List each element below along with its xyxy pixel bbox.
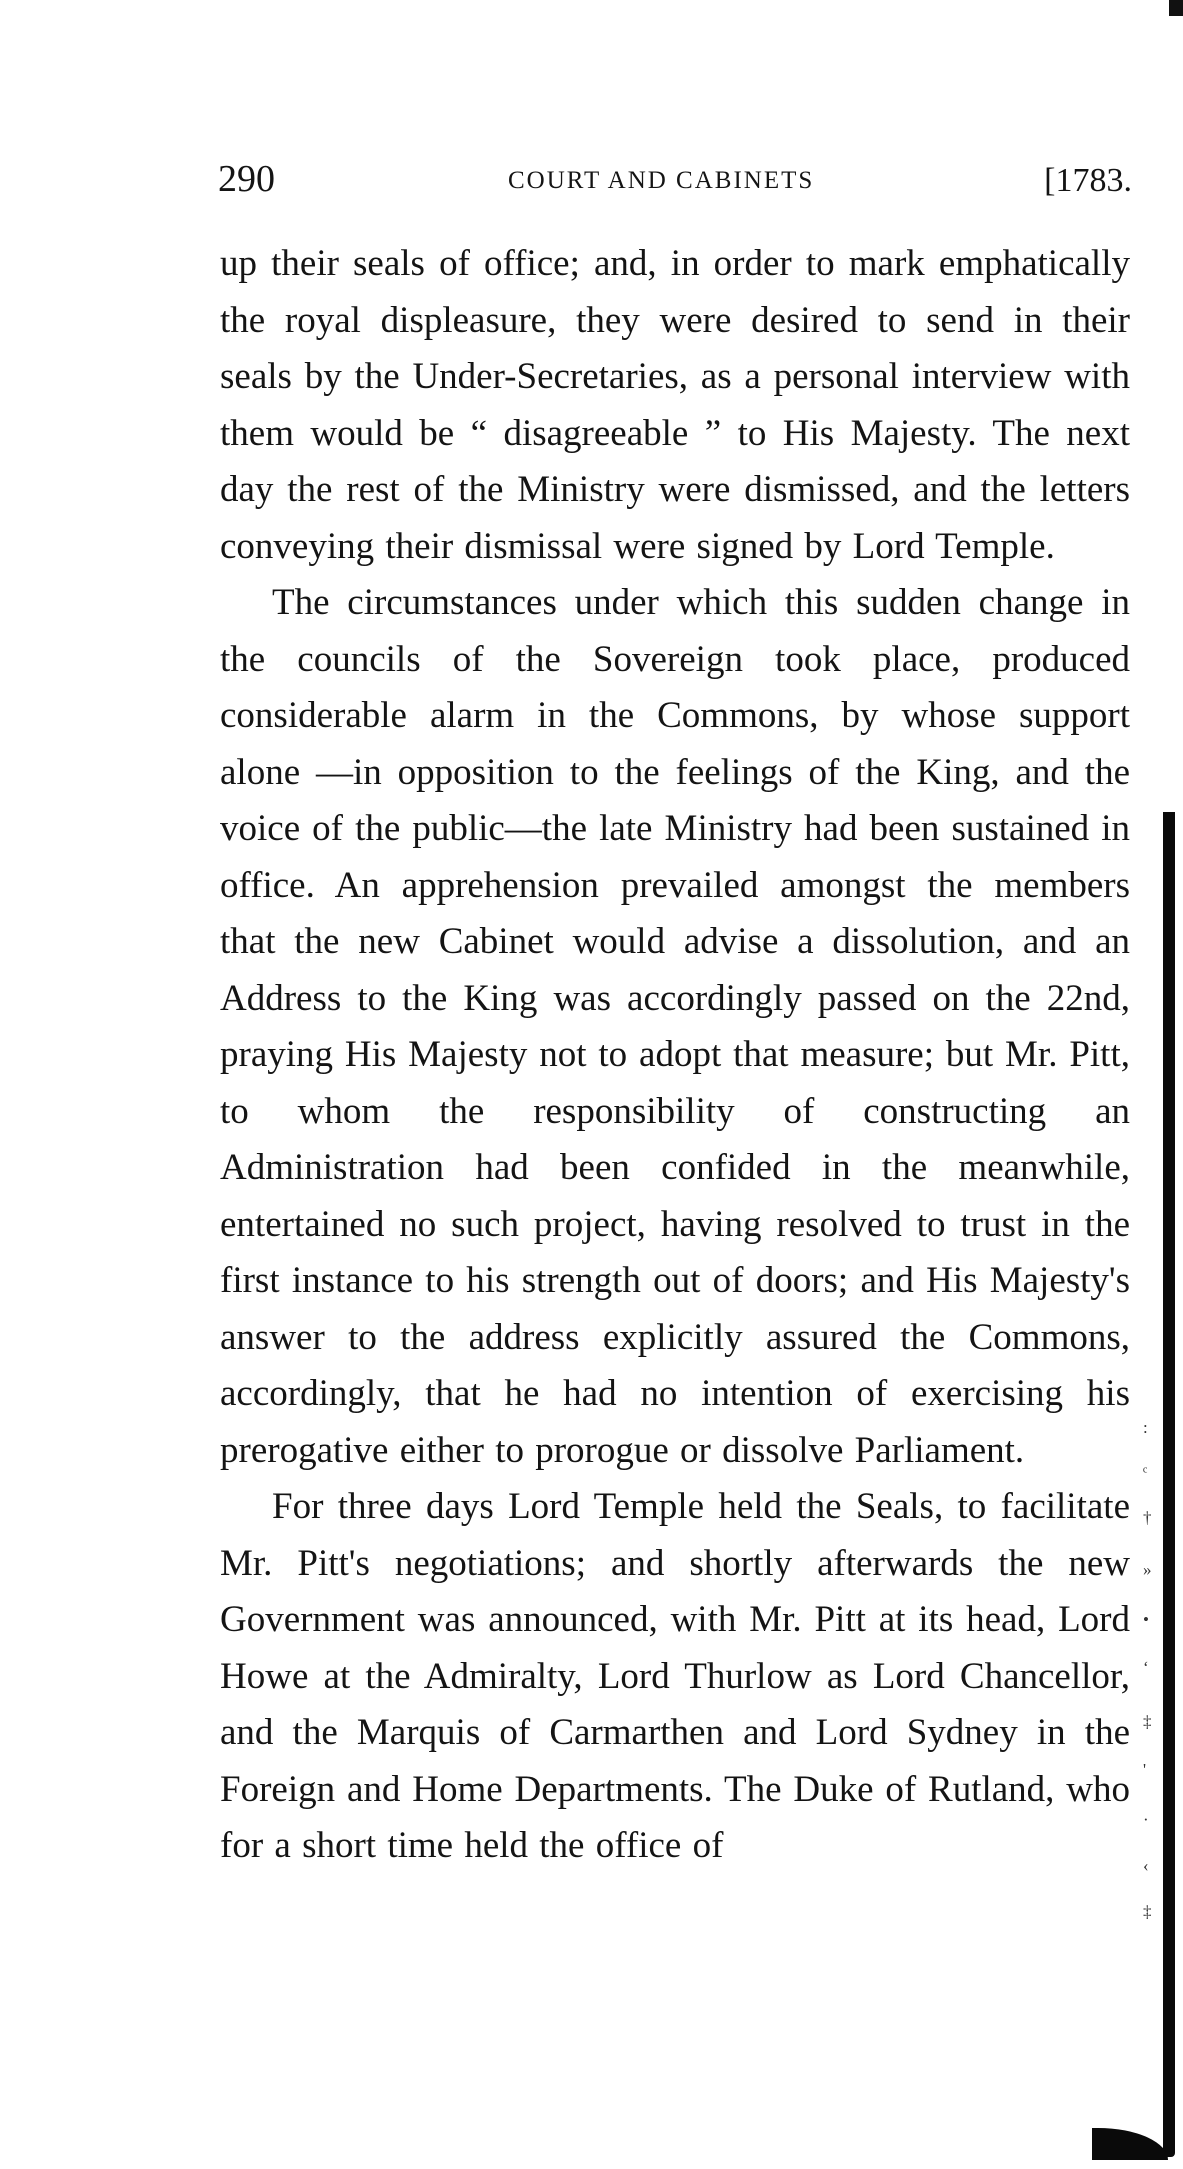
margin-fragment: ‹ [1143,1856,1149,1875]
margin-fragment: ‡ [1143,1902,1152,1921]
margin-fragment: ᶜ [1143,1462,1148,1481]
margin-fragment: ‡ [1143,1712,1152,1731]
running-head: COURT AND CABINETS [508,167,815,194]
margin-fragment: † [1143,1508,1152,1527]
margin-fragment: · [1143,1810,1149,1829]
paragraph-1: up their seals of office; and, in order to mark emphatically the royal displeasure, they were desired to send in their seals by the Under-Secretaries, as a personal interview with them would be “ disagreeable ” to His Majesty. The next day the rest of the Ministry were dismissed, and the letters conveying their dismissal were signed by Lord Temple. [220,243,1130,567]
scan-corner-mark [1169,0,1183,16]
margin-fragment: » [1143,1560,1152,1579]
header-year: [1783. [1044,162,1132,199]
paragraph-3: For three days Lord Temple held the Seals, to facilitate Mr. Pitt's negotiations; and shortly afterwards the new Government was announced, with Mr. Pitt at its head, Lord Howe at the Admiralty, Lord Thurlow as Lord Chancellor, and the Marquis of Carmarthen and Lord Sydney in the Foreign and Home Departments. The Duke of Rutland, who for a short time held the office of [220,1486,1130,1866]
page-header [218,155,1138,203]
book-page-edge [1163,812,1175,2157]
margin-fragment: ' [1143,1760,1147,1779]
page-number: 290 [218,158,275,200]
body-text [220,236,1130,1875]
margin-fragment: ʻ [1143,1658,1149,1677]
margin-fragment: : [1143,1418,1148,1437]
paragraph-2: The circumstances under which this sudden change in the councils of the Sovereign took place, produced considerable alarm in the Commons, by whose support alone —in opposition to the feelings of the King, and the voice of the public—the late Ministry had been sustained in office. An apprehension prevailed amongst the members that the new Cabinet would advise a dissolution, and an Address to the King was accordingly passed on the 22nd, praying His Majesty not to adopt that measure; but Mr. Pitt, to whom the responsibility of constructing an Administration had been confided in the meanwhile, entertained no such project, having resolved to trust in the first instance to his strength out of doors; and His Majesty's answer to the address explicitly assured the Commons, accordingly, that he had no intention of exercising his prerogative either to prorogue or dissolve Parliament. [220,582,1130,1471]
margin-fragment: • [1143,1610,1149,1629]
book-page-edge-curl [1092,2128,1168,2160]
